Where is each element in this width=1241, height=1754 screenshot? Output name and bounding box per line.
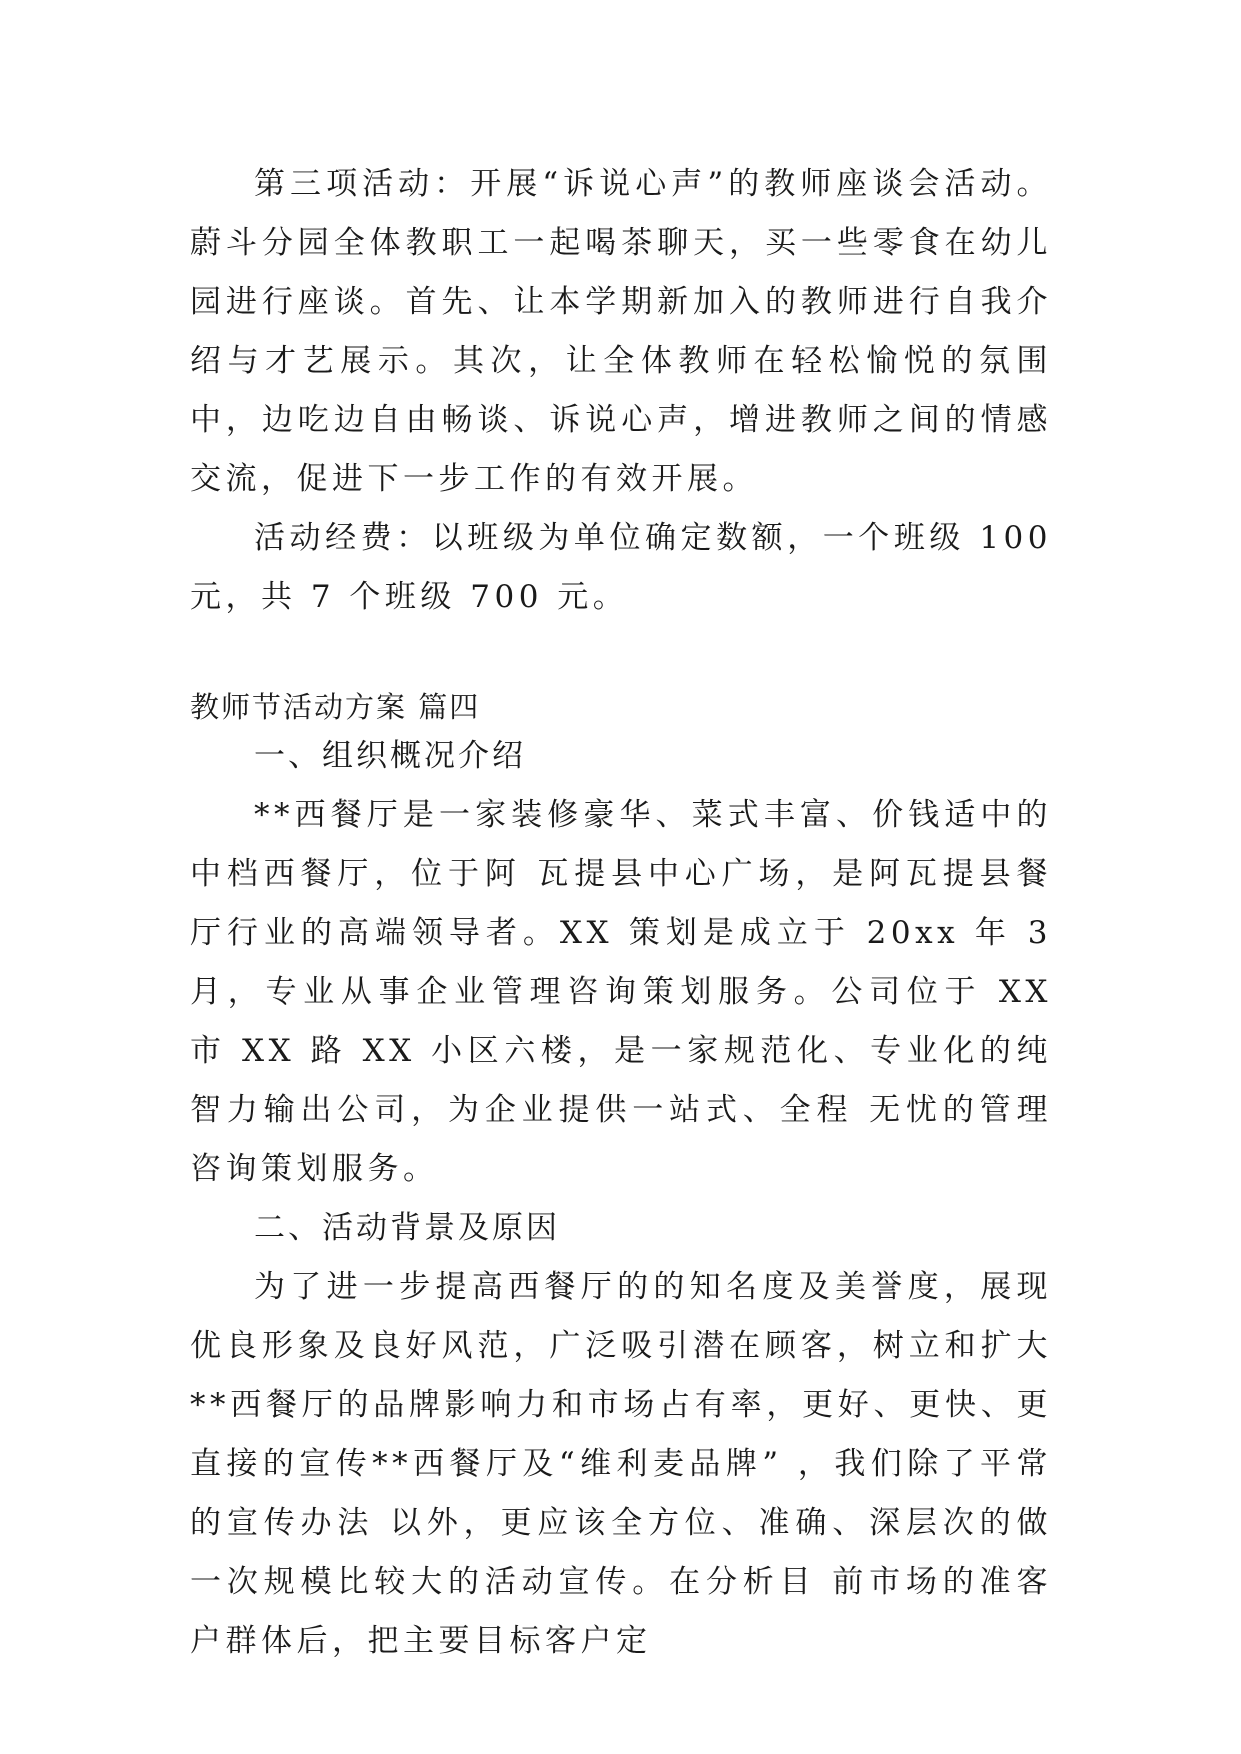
paragraph-activity-three: 第三项活动：开展“诉说心声”的教师座谈会活动。蔚斗分园全体教职工一起喝茶聊天，买一些零食在幼儿园进行座谈。首先、让本学期新加入的教师进行自我介绍与才艺展示。其次，让全体教师在轻松愉悦的氛围中，边吃边自由畅谈、诉说心声，增进教师之间的情感交流，促进下一步工作的有效开展。 xyxy=(190,166,1052,497)
heading-org-overview: 一、组织概况介绍 xyxy=(254,738,526,774)
section-spacer xyxy=(190,627,1052,687)
paragraph-activity-budget: 活动经费：以班级为单位确定数额，一个班级 100 元，共 7 个班级 700 元。 xyxy=(190,520,1052,615)
section-title: 教师节活动方案 篇四 xyxy=(190,690,481,724)
document-page xyxy=(190,155,1052,1671)
paragraph-background: 为了进一步提高西餐厅的的知名度及美誉度，展现优良形象及良好风范，广泛吸引潜在顾客，树立和扩大**西餐厅的品牌影响力和市场占有率，更好、更快、更直接的宣传**西餐厅及“维利麦品牌” ，我们除了平常的宣传办法 以外，更应该全方位、准确、深层次的做一次规模比较大的活动宣传。在分析目 前市场的准客户群体后，把主要目标客户定 xyxy=(190,1269,1052,1659)
heading-background: 二、活动背景及原因 xyxy=(254,1210,560,1246)
paragraph-org-overview: **西餐厅是一家装修豪华、菜式丰富、价钱适中的中档西餐厅，位于阿 瓦提县中心广场，是阿瓦提县餐厅行业的高端领导者。XX 策划是成立于 20xx 年 3 月，专业从事企业管理咨询策划服务。公司位于 XX 市 XX 路 XX 小区六楼，是一家规范化、专业化的纯智力输出公司，为企业提供一站式、全程 无忧的管理咨询策划服务。 xyxy=(190,797,1052,1187)
